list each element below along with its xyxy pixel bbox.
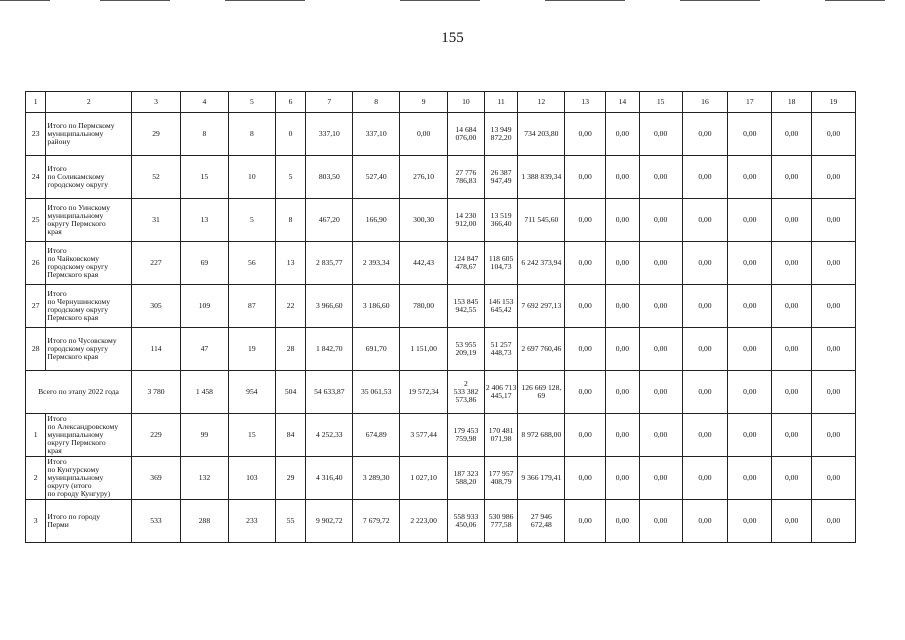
- municipality-name-cell: Итого по Чусовскому городскому округу Пермского края: [46, 328, 132, 371]
- value-cell: 954: [228, 371, 275, 414]
- value-cell: 8 972 688,00: [518, 414, 565, 457]
- value-cell: 288: [180, 500, 228, 543]
- value-cell: 558 933 450,06: [448, 500, 485, 543]
- value-cell: 2 835,77: [306, 242, 353, 285]
- column-header: 10: [448, 92, 485, 113]
- value-cell: 0,00: [812, 457, 856, 500]
- value-cell: 0,00: [772, 113, 812, 156]
- value-cell: 3 966,60: [306, 285, 353, 328]
- value-cell: 187 323 588,20: [448, 457, 485, 500]
- value-cell: 14 684 076,00: [448, 113, 485, 156]
- row-number-cell: 2: [26, 457, 46, 500]
- value-cell: 0,00: [772, 242, 812, 285]
- value-cell: 674,89: [353, 414, 400, 457]
- value-cell: 3 780: [132, 371, 181, 414]
- value-cell: 3 577,44: [400, 414, 448, 457]
- value-cell: 0,00: [682, 328, 728, 371]
- value-cell: 0,00: [565, 199, 606, 242]
- value-cell: 0,00: [682, 457, 728, 500]
- value-cell: 56: [228, 242, 275, 285]
- total-label-cell: Всего по этапу 2022 года: [26, 371, 132, 414]
- municipality-name-cell: Итого по Кунгурскому муниципальному округу (итого по городу Кунгуру): [46, 457, 132, 500]
- value-cell: 0,00: [565, 500, 606, 543]
- value-cell: 55: [275, 500, 306, 543]
- value-cell: 0,00: [606, 457, 640, 500]
- value-cell: 0,00: [639, 199, 682, 242]
- value-cell: 47: [180, 328, 228, 371]
- value-cell: 0,00: [606, 113, 640, 156]
- value-cell: 103: [228, 457, 275, 500]
- value-cell: 0,00: [606, 500, 640, 543]
- row-number-cell: 25: [26, 199, 46, 242]
- value-cell: 533: [132, 500, 181, 543]
- value-cell: 0,00: [400, 113, 448, 156]
- value-cell: 19: [228, 328, 275, 371]
- value-cell: 229: [132, 414, 181, 457]
- value-cell: 0,00: [682, 371, 728, 414]
- value-cell: 442,43: [400, 242, 448, 285]
- table-row: [26, 500, 856, 543]
- value-cell: 179 453 759,98: [448, 414, 485, 457]
- value-cell: 0,00: [565, 156, 606, 199]
- value-cell: 0,00: [772, 414, 812, 457]
- value-cell: 0,00: [728, 199, 772, 242]
- value-cell: 0,00: [606, 414, 640, 457]
- value-cell: 0,00: [772, 199, 812, 242]
- value-cell: 0,00: [606, 199, 640, 242]
- value-cell: 803,50: [306, 156, 353, 199]
- value-cell: 170 481 071,98: [484, 414, 518, 457]
- value-cell: 54 633,87: [306, 371, 353, 414]
- value-cell: 0,00: [565, 371, 606, 414]
- value-cell: 15: [180, 156, 228, 199]
- value-cell: 1 388 839,34: [518, 156, 565, 199]
- value-cell: 276,10: [400, 156, 448, 199]
- value-cell: 53 955 209,19: [448, 328, 485, 371]
- scan-edge-mark: [400, 0, 480, 1]
- value-cell: 691,70: [353, 328, 400, 371]
- municipality-name-cell: Итого по Чернушинскому городскому округу Пермского края: [46, 285, 132, 328]
- value-cell: 5: [275, 156, 306, 199]
- value-cell: 0,00: [682, 414, 728, 457]
- value-cell: 300,30: [400, 199, 448, 242]
- value-cell: 0,00: [812, 414, 856, 457]
- row-number-cell: 27: [26, 285, 46, 328]
- municipality-name-cell: Итого по Александровскому муниципальному округу Пермского края: [46, 414, 132, 457]
- scan-edge-mark: [545, 0, 625, 1]
- column-header: 2: [46, 92, 132, 113]
- value-cell: 9 902,72: [306, 500, 353, 543]
- value-cell: 0,00: [606, 285, 640, 328]
- column-header: 17: [728, 92, 772, 113]
- value-cell: 2 406 713 445,17: [484, 371, 518, 414]
- value-cell: 0,00: [606, 371, 640, 414]
- column-header: 16: [682, 92, 728, 113]
- value-cell: 132: [180, 457, 228, 500]
- table-row: [26, 457, 856, 500]
- row-number-cell: 24: [26, 156, 46, 199]
- value-cell: 0,00: [772, 285, 812, 328]
- value-cell: 711 545,60: [518, 199, 565, 242]
- value-cell: 19 572,34: [400, 371, 448, 414]
- value-cell: 13: [180, 199, 228, 242]
- value-cell: 467,20: [306, 199, 353, 242]
- value-cell: 305: [132, 285, 181, 328]
- value-cell: 28: [275, 328, 306, 371]
- column-header: 3: [132, 92, 181, 113]
- value-cell: 0,00: [606, 242, 640, 285]
- value-cell: 13 949 872,20: [484, 113, 518, 156]
- column-header: 18: [772, 92, 812, 113]
- value-cell: 29: [132, 113, 181, 156]
- value-cell: 0,00: [728, 113, 772, 156]
- header-row: [26, 92, 856, 113]
- value-cell: 0,00: [682, 500, 728, 543]
- value-cell: 84: [275, 414, 306, 457]
- value-cell: 0,00: [606, 328, 640, 371]
- value-cell: 0,00: [639, 414, 682, 457]
- value-cell: 109: [180, 285, 228, 328]
- table-row: [26, 414, 856, 457]
- value-cell: 0,00: [565, 242, 606, 285]
- municipality-name-cell: Итого по городу Перми: [46, 500, 132, 543]
- value-cell: 0,00: [682, 156, 728, 199]
- table-row: [26, 328, 856, 371]
- value-cell: 9 366 179,41: [518, 457, 565, 500]
- value-cell: 227: [132, 242, 181, 285]
- value-cell: 337,10: [306, 113, 353, 156]
- value-cell: 0,00: [606, 156, 640, 199]
- value-cell: 69: [180, 242, 228, 285]
- value-cell: 0,00: [565, 328, 606, 371]
- value-cell: 4 316,40: [306, 457, 353, 500]
- value-cell: 0,00: [772, 371, 812, 414]
- value-cell: 1 027,10: [400, 457, 448, 500]
- table-row: [26, 242, 856, 285]
- value-cell: 527,40: [353, 156, 400, 199]
- municipality-name-cell: Итого по Пермскому муниципальному району: [46, 113, 132, 156]
- value-cell: 1 151,00: [400, 328, 448, 371]
- value-cell: 22: [275, 285, 306, 328]
- value-cell: 13 519 366,40: [484, 199, 518, 242]
- value-cell: 87: [228, 285, 275, 328]
- column-header: 4: [180, 92, 228, 113]
- value-cell: 0,00: [639, 113, 682, 156]
- value-cell: 0,00: [812, 199, 856, 242]
- value-cell: 0,00: [772, 457, 812, 500]
- value-cell: 780,00: [400, 285, 448, 328]
- value-cell: 8: [228, 113, 275, 156]
- value-cell: 0: [275, 113, 306, 156]
- municipality-name-cell: Итого по Уинскому муниципальному округу Пермского края: [46, 199, 132, 242]
- value-cell: 124 847 478,67: [448, 242, 485, 285]
- value-cell: 8: [180, 113, 228, 156]
- value-cell: 1 842,70: [306, 328, 353, 371]
- value-cell: 0,00: [728, 285, 772, 328]
- value-cell: 0,00: [772, 500, 812, 543]
- value-cell: 15: [228, 414, 275, 457]
- column-header: 15: [639, 92, 682, 113]
- scan-edge-mark: [100, 0, 170, 1]
- value-cell: 2 533 382 573,86: [448, 371, 485, 414]
- value-cell: 0,00: [565, 285, 606, 328]
- row-number-cell: 26: [26, 242, 46, 285]
- value-cell: 0,00: [772, 156, 812, 199]
- value-cell: 2 697 760,46: [518, 328, 565, 371]
- total-row: [26, 371, 856, 414]
- value-cell: 0,00: [812, 371, 856, 414]
- value-cell: 0,00: [812, 500, 856, 543]
- value-cell: 0,00: [639, 500, 682, 543]
- value-cell: 146 153 645,42: [484, 285, 518, 328]
- column-header: 8: [353, 92, 400, 113]
- table-row: [26, 199, 856, 242]
- column-header: 1: [26, 92, 46, 113]
- column-header: 19: [812, 92, 856, 113]
- column-header: 12: [518, 92, 565, 113]
- value-cell: 118 605 104,73: [484, 242, 518, 285]
- value-cell: 0,00: [812, 156, 856, 199]
- table-body: [26, 92, 856, 543]
- data-table: [25, 91, 856, 543]
- value-cell: 0,00: [728, 414, 772, 457]
- value-cell: 13: [275, 242, 306, 285]
- value-cell: 29: [275, 457, 306, 500]
- table-row: [26, 285, 856, 328]
- value-cell: 0,00: [682, 113, 728, 156]
- value-cell: 6 242 373,94: [518, 242, 565, 285]
- value-cell: 0,00: [728, 156, 772, 199]
- value-cell: 0,00: [682, 199, 728, 242]
- scan-edge-mark: [225, 0, 305, 1]
- value-cell: 126 669 128, 69: [518, 371, 565, 414]
- value-cell: 0,00: [565, 457, 606, 500]
- value-cell: 27 946 672,48: [518, 500, 565, 543]
- value-cell: 0,00: [772, 328, 812, 371]
- column-header: 9: [400, 92, 448, 113]
- value-cell: 8: [275, 199, 306, 242]
- value-cell: 0,00: [728, 500, 772, 543]
- value-cell: 0,00: [639, 242, 682, 285]
- value-cell: 99: [180, 414, 228, 457]
- value-cell: 0,00: [682, 242, 728, 285]
- row-number-cell: 28: [26, 328, 46, 371]
- value-cell: 2 393,34: [353, 242, 400, 285]
- municipality-name-cell: Итого по Соликамскому городскому округу: [46, 156, 132, 199]
- value-cell: 504: [275, 371, 306, 414]
- value-cell: 369: [132, 457, 181, 500]
- value-cell: 26 387 947,49: [484, 156, 518, 199]
- value-cell: 0,00: [728, 242, 772, 285]
- value-cell: 530 986 777,58: [484, 500, 518, 543]
- value-cell: 14 230 912,00: [448, 199, 485, 242]
- value-cell: 31: [132, 199, 181, 242]
- column-header: 7: [306, 92, 353, 113]
- value-cell: 5: [228, 199, 275, 242]
- value-cell: 35 061,53: [353, 371, 400, 414]
- value-cell: 0,00: [728, 457, 772, 500]
- value-cell: 7 692 297,13: [518, 285, 565, 328]
- column-header: 5: [228, 92, 275, 113]
- table-row: [26, 156, 856, 199]
- municipality-name-cell: Итого по Чайковскому городскому округу Пермского края: [46, 242, 132, 285]
- value-cell: 0,00: [639, 328, 682, 371]
- value-cell: 0,00: [812, 242, 856, 285]
- value-cell: 0,00: [812, 113, 856, 156]
- column-header: 6: [275, 92, 306, 113]
- value-cell: 0,00: [812, 328, 856, 371]
- value-cell: 166,90: [353, 199, 400, 242]
- value-cell: 0,00: [639, 285, 682, 328]
- row-number-cell: 3: [26, 500, 46, 543]
- value-cell: 27 776 786,83: [448, 156, 485, 199]
- row-number-cell: 23: [26, 113, 46, 156]
- scan-edge-mark: [680, 0, 760, 1]
- value-cell: 7 679,72: [353, 500, 400, 543]
- value-cell: 0,00: [682, 285, 728, 328]
- column-header: 11: [484, 92, 518, 113]
- scan-edge-mark: [825, 0, 885, 1]
- value-cell: 0,00: [812, 285, 856, 328]
- value-cell: 52: [132, 156, 181, 199]
- value-cell: 114: [132, 328, 181, 371]
- value-cell: 0,00: [728, 328, 772, 371]
- column-header: 14: [606, 92, 640, 113]
- value-cell: 0,00: [565, 113, 606, 156]
- value-cell: 0,00: [639, 457, 682, 500]
- value-cell: 233: [228, 500, 275, 543]
- scan-edge-mark: [0, 0, 50, 1]
- value-cell: 1 458: [180, 371, 228, 414]
- value-cell: 10: [228, 156, 275, 199]
- value-cell: 0,00: [639, 371, 682, 414]
- value-cell: 734 203,80: [518, 113, 565, 156]
- value-cell: 177 957 408,79: [484, 457, 518, 500]
- page-number: 155: [441, 30, 464, 46]
- value-cell: 0,00: [565, 414, 606, 457]
- value-cell: 2 223,00: [400, 500, 448, 543]
- value-cell: 337,10: [353, 113, 400, 156]
- value-cell: 3 186,60: [353, 285, 400, 328]
- value-cell: 51 257 448,73: [484, 328, 518, 371]
- value-cell: 153 845 942,55: [448, 285, 485, 328]
- row-number-cell: 1: [26, 414, 46, 457]
- value-cell: 3 289,30: [353, 457, 400, 500]
- table-row: [26, 113, 856, 156]
- column-header: 13: [565, 92, 606, 113]
- value-cell: 4 252,33: [306, 414, 353, 457]
- value-cell: 0,00: [728, 371, 772, 414]
- value-cell: 0,00: [639, 156, 682, 199]
